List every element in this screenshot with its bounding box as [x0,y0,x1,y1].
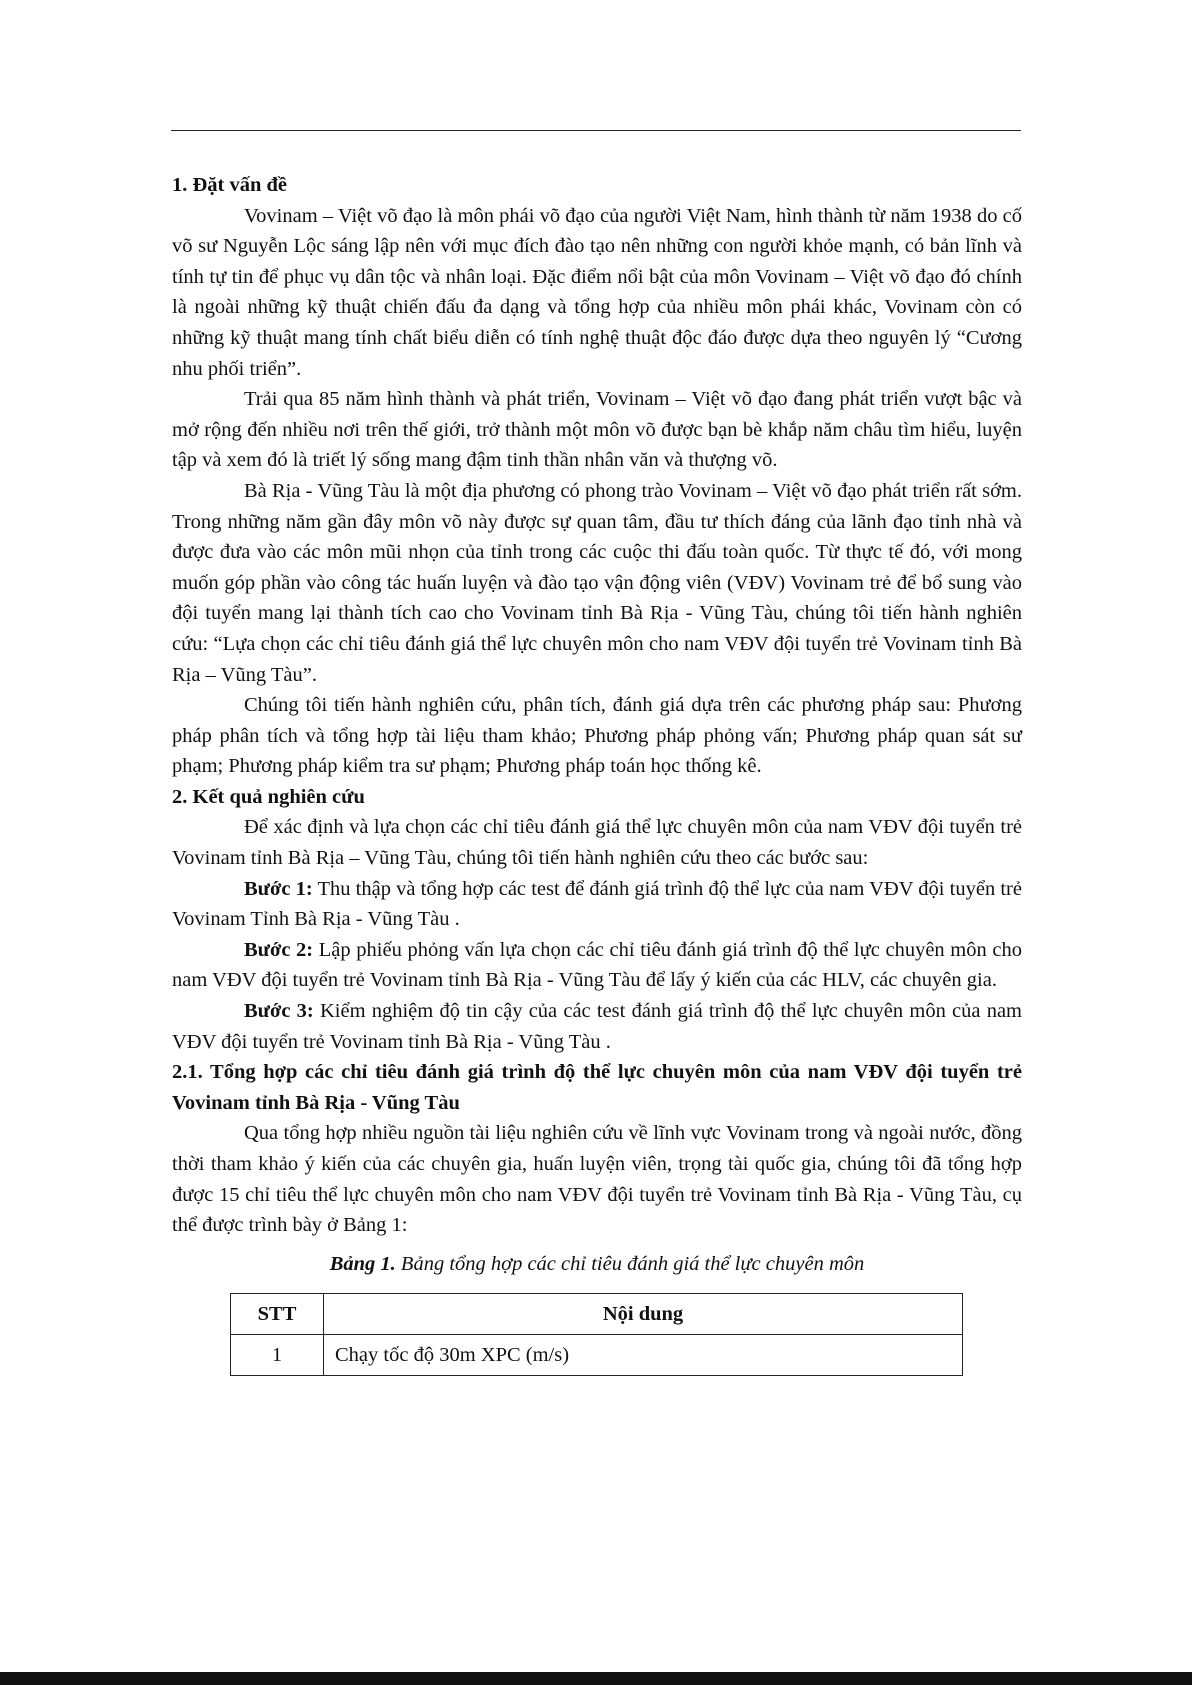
header-rule [171,130,1021,131]
step-paragraph [172,935,1022,996]
step-label: Bước 3: [244,1000,314,1023]
table-header-content: Nội dung [324,1294,963,1335]
step-text: Thu thập và tổng hợp các test để đánh giá trình độ thể lực của nam VĐV đội tuyển trẻ Vovinam Tỉnh Bà Rịa - Vũng Tàu . [172,877,1022,931]
table-header-row [231,1294,963,1335]
section-1-paragraph: Bà Rịa - Vũng Tàu là một địa phương có phong trào Vovinam – Việt võ đạo phát triển rất sớm. Trong những năm gần đây môn võ này được sự quan tâm, đầu tư thích đáng của lãnh đạo tỉnh nhà và được đưa vào các môn mũi nhọn của tỉnh trong các cuộc thi đấu toàn quốc. Từ thực tế đó, với mong muốn góp phần vào công tác huấn luyện và đào tạo vận động viên (VĐV) Vovinam trẻ để bổ sung vào đội tuyển mang lại thành tích cao cho Vovinam tỉnh Bà Rịa - Vũng Tàu, chúng tôi tiến hành nghiên cứu: “Lựa chọn các chỉ tiêu đánh giá thể lực chuyên môn cho nam VĐV đội tuyển trẻ Vovinam tỉnh Bà Rịa – Vũng Tàu”. [172,479,1022,686]
step-paragraph [172,996,1022,1057]
document-body [172,170,1022,1376]
section-1-heading: 1. Đặt vấn đề [172,174,288,196]
scan-bottom-edge [0,1672,1192,1685]
section-2-heading: 2. Kết quả nghiên cứu [172,785,365,808]
section-1-paragraph: Chúng tôi tiến hành nghiên cứu, phân tích, đánh giá dựa trên các phương pháp sau: Phương pháp phân tích và tổng hợp tài liệu tham khảo; Phương pháp phỏng vấn; Phương pháp quan sát sư phạm; Phương pháp kiểm tra sư phạm; Phương pháp toán học thống kê. [172,694,1022,778]
step-label: Bước 2: [244,938,314,961]
table-caption-label: Bảng 1. [329,1252,396,1275]
criteria-table [230,1293,963,1376]
section-1-paragraph: Trải qua 85 năm hình thành và phát triển, Vovinam – Việt võ đạo đang phát triển vượt bậc và mở rộng đến nhiều nơi trên thế giới, trở thành một môn võ được bạn bè khắp năm châu tìm hiểu, luyện tập và xem đó là triết lý sống mang đậm tinh thần nhân văn và thượng võ. [172,388,1022,472]
table-caption-text: Bảng tổng hợp các chỉ tiêu đánh giá thể lực chuyên môn [400,1252,865,1275]
table-caption [172,1249,1022,1280]
table-header-stt: STT [231,1294,324,1335]
section-2-1-paragraph: Qua tổng hợp nhiều nguồn tài liệu nghiên cứu về lĩnh vực Vovinam trong và ngoài nước, đồng thời tham khảo ý kiến của các chuyên gia, huấn luyện viên, trọng tài quốc gia, chúng tôi đã tổng hợp được 15 chỉ tiêu thể lực chuyên môn cho nam VĐV đội tuyển trẻ Vovinam tỉnh Bà Rịa - Vũng Tàu, cụ thể được trình bày ở Bảng 1: [172,1122,1022,1237]
table-cell-stt: 1 [231,1335,324,1376]
table-cell-content: Chạy tốc độ 30m XPC (m/s) [324,1335,963,1376]
step-label: Bước 1: [244,877,313,900]
step-text: Kiểm nghiệm độ tin cậy của các test đánh giá trình độ thể lực chuyên môn của nam VĐV đội tuyển trẻ Vovinam tỉnh Bà Rịa - Vũng Tàu . [172,1000,1022,1053]
section-2-intro: Để xác định và lựa chọn các chỉ tiêu đánh giá thể lực chuyên môn của nam VĐV đội tuyển trẻ Vovinam tỉnh Bà Rịa – Vũng Tàu, chúng tôi tiến hành nghiên cứu theo các bước sau: [172,816,1022,870]
table-row [231,1335,963,1376]
section-1-paragraph: Vovinam – Việt võ đạo là môn phái võ đạo của người Việt Nam, hình thành từ năm 1938 do cố võ sư Nguyễn Lộc sáng lập nên với mục đích đào tạo nên những con người khỏe mạnh, có bản lĩnh và tính tự tin để phục vụ dân tộc và nhân loại. Đặc điểm nổi bật của môn Vovinam – Việt võ đạo đó chính là ngoài những kỹ thuật chiến đấu đa dạng và tổng hợp của nhiều môn phái khác, Vovinam còn có những kỹ thuật mang tính chất biểu diễn có tính nghệ thuật độc đáo được dựa theo nguyên lý “Cương nhu phối triển”. [172,204,1022,380]
step-text: Lập phiếu phỏng vấn lựa chọn các chỉ tiêu đánh giá trình độ thể lực chuyên môn cho nam VĐV đội tuyển trẻ Vovinam tỉnh Bà Rịa - Vũng Tàu để lấy ý kiến của các HLV, các chuyên gia. [172,938,1022,992]
section-2-1-heading: 2.1. Tổng hợp các chỉ tiêu đánh giá trình độ thể lực chuyên môn của nam VĐV đội tuyển trẻ Vovinam tỉnh Bà Rịa - Vũng Tàu [172,1061,1022,1114]
step-paragraph [172,874,1022,935]
